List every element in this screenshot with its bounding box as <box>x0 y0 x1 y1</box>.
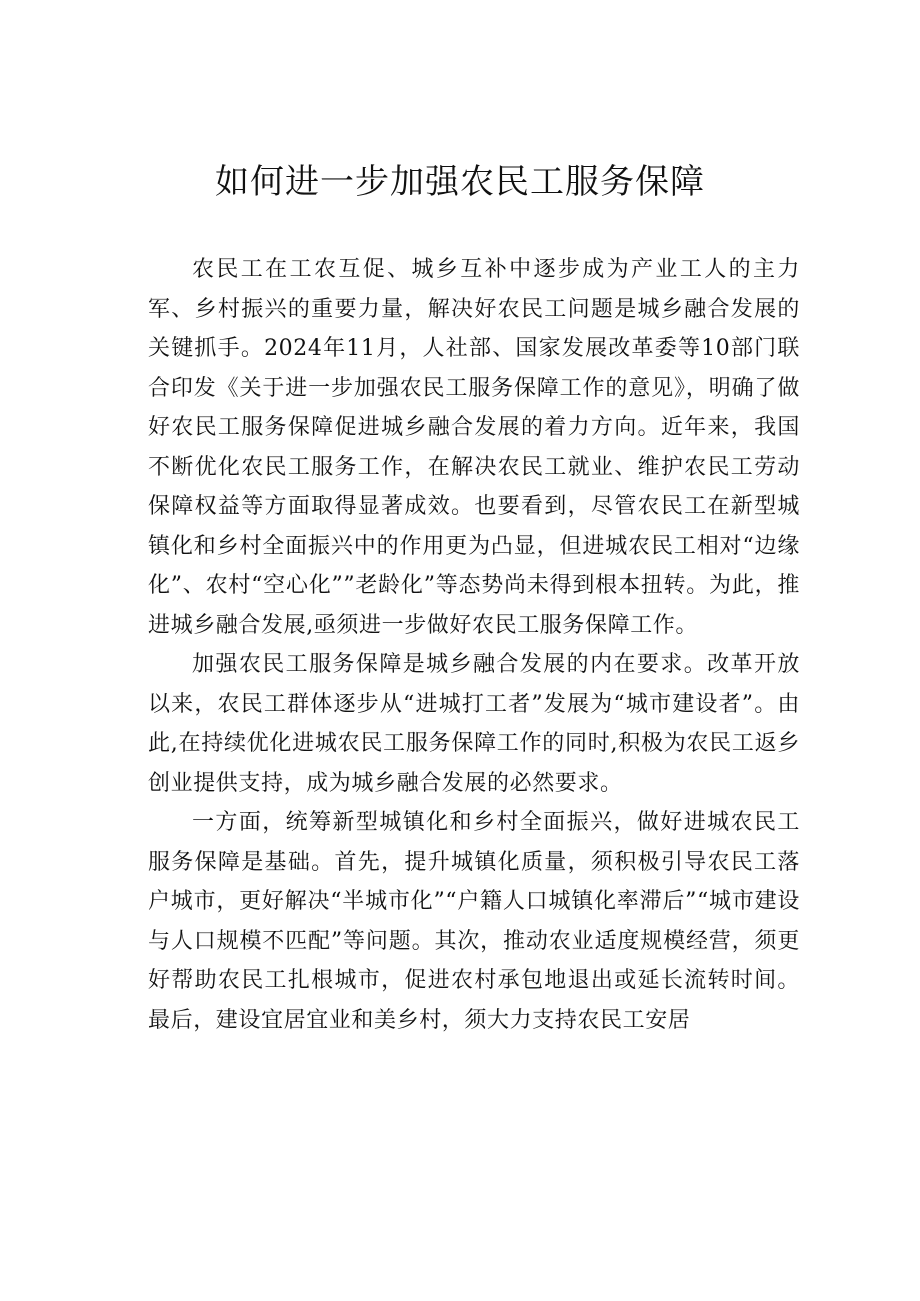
paragraph-3: 一方面，统筹新型城镇化和乡村全面振兴，做好进城农民工服务保障是基础。首先，提升城镇化质量，须积极引导农民工落户城市，更好解决“半城市化”“户籍人口城镇化率滞后”“城市建设与人口规模不匹配”等问题。其次，推动农业适度规模经营，须更好帮助农民工扎根城市，促进农村承包地退出或延长流转时间。最后，建设宜居宜业和美乡村，须大力支持农民工安居 <box>148 810 800 1033</box>
paragraph-2: 加强农民工服务保障是城乡融合发展的内在要求。改革开放以来，农民工群体逐步从“进城打工者”发展为“城市建设者”。由此,在持续优化进城农民工服务保障工作的同时,积极为农民工返乡创业提供支持，成为城乡融合发展的必然要求。 <box>148 652 800 796</box>
document-body <box>148 250 800 1040</box>
paragraph-1: 农民工在工农互促、城乡互补中逐步成为产业工人的主力军、乡村振兴的重要力量，解决好农民工问题是城乡融合发展的关键抓手。2024年11月，人社部、国家发展改革委等10部门联合印发《关于进一步加强农民工服务保障工作的意见》，明确了做好农民工服务保障促进城乡融合发展的着力方向。近年来，我国不断优化农民工服务工作，在解决农民工就业、维护农民工劳动保障权益等方面取得显著成效。也要看到，尽管农民工在新型城镇化和乡村全面振兴中的作用更为凸显，但进城农民工相对“边缘化”、农村“空心化””老龄化”等态势尚未得到根本扭转。为此，推进城乡融合发展,亟须进一步做好农民工服务保障工作。 <box>148 257 800 638</box>
document-title: 如何进一步加强农民工服务保障 <box>215 162 705 202</box>
